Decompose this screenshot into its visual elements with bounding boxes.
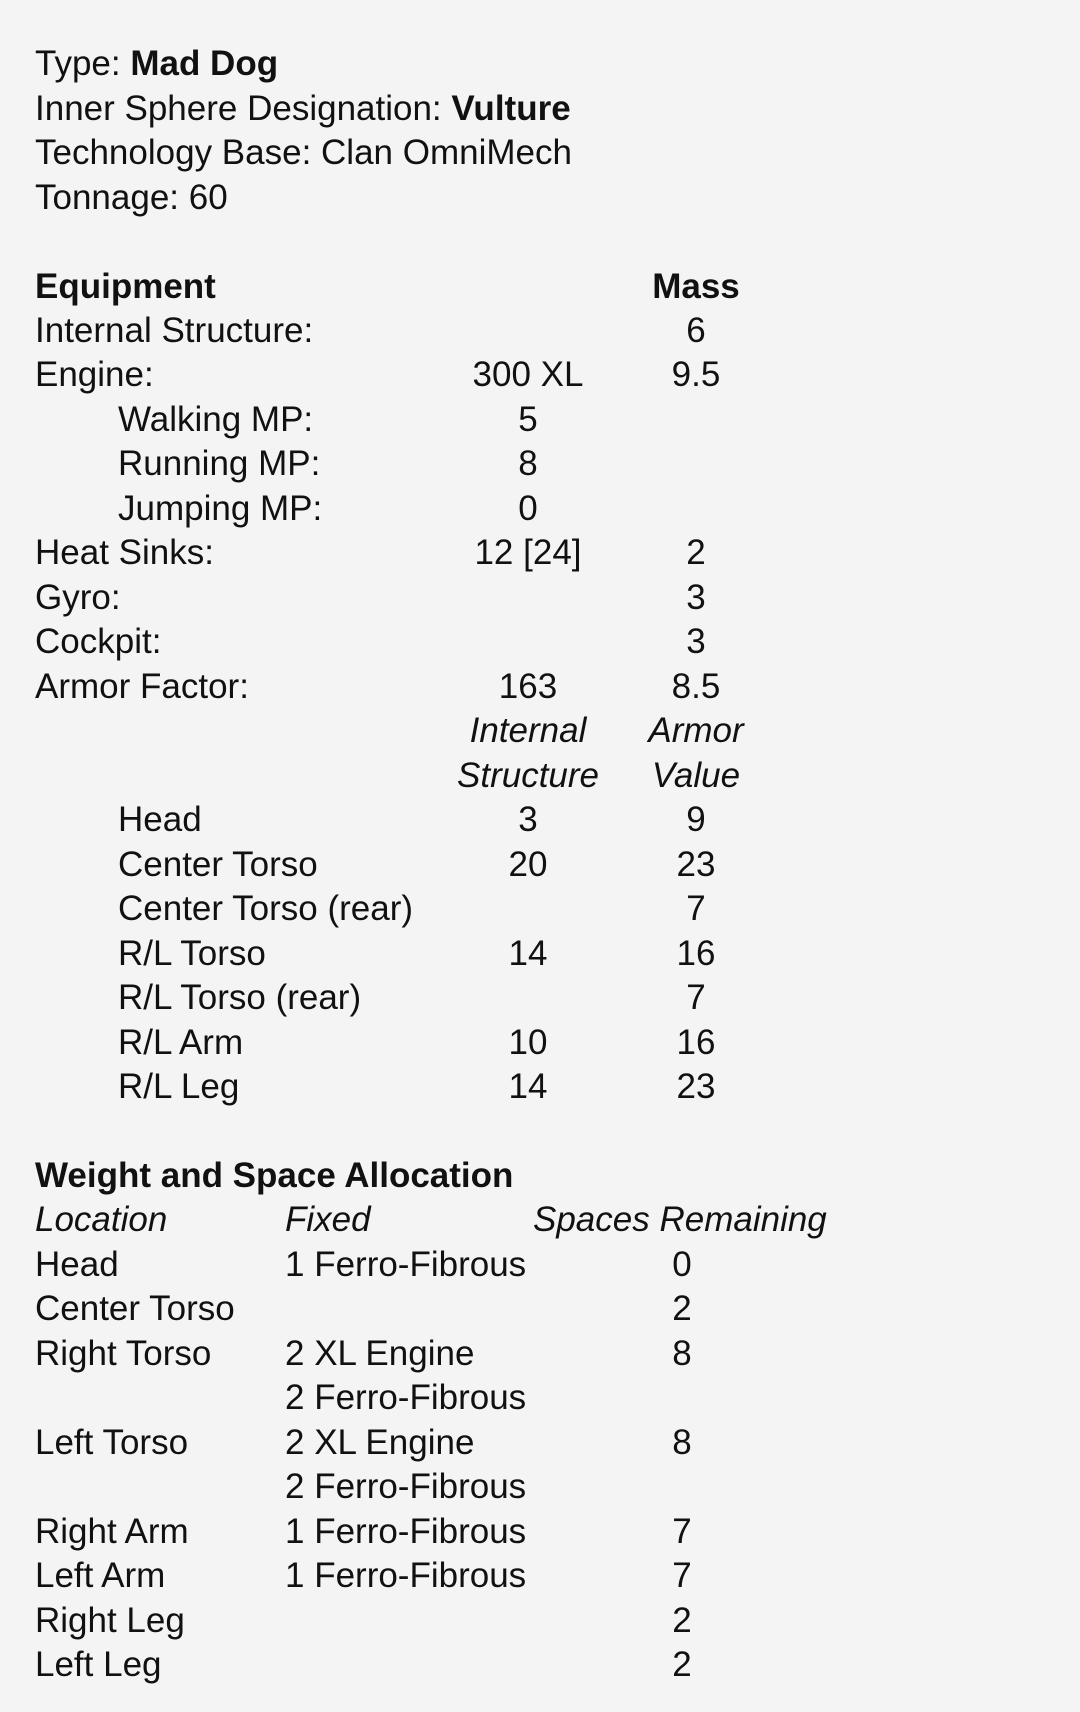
allocation-col-location: Location xyxy=(35,1200,168,1239)
armor-row-location: R/L Leg xyxy=(118,1067,240,1106)
equipment-row-label: Walking MP: xyxy=(118,400,314,439)
equipment-row-label: Heat Sinks: xyxy=(35,533,214,572)
allocation-row-fixed: 2 Ferro-Fibrous xyxy=(285,1467,527,1506)
type-value: Mad Dog xyxy=(130,44,279,83)
armor-row-armor: 16 xyxy=(676,934,716,973)
armor-row-location: Center Torso xyxy=(118,845,318,884)
armor-row-armor: 7 xyxy=(686,978,706,1017)
equipment-row-mass: 3 xyxy=(686,622,706,661)
type-label: Type: xyxy=(35,44,131,83)
allocation-col-spaces: Spaces Remaining xyxy=(533,1200,827,1239)
equipment-row-value: 163 xyxy=(498,667,558,706)
allocation-row-spaces: 7 xyxy=(672,1556,692,1595)
equipment-row-mass: 6 xyxy=(686,311,706,350)
allocation-row-fixed: 1 Ferro-Fibrous xyxy=(285,1245,527,1284)
equipment-row-label: Cockpit: xyxy=(35,622,162,661)
armor-row-armor: 23 xyxy=(676,1067,716,1106)
armor-row-internal: 10 xyxy=(508,1023,548,1062)
tech-base-line: Technology Base: Clan OmniMech xyxy=(35,133,572,172)
allocation-col-fixed: Fixed xyxy=(285,1200,371,1239)
equipment-row-mass: 2 xyxy=(686,533,706,572)
designation-label: Inner Sphere Designation: xyxy=(35,89,452,128)
allocation-row-location: Left Torso xyxy=(35,1423,189,1462)
equipment-row-value: 300 XL xyxy=(472,355,584,394)
allocation-row-fixed: 1 Ferro-Fibrous xyxy=(285,1556,527,1595)
allocation-row-spaces: 2 xyxy=(672,1601,692,1640)
armor-row-armor: 23 xyxy=(676,845,716,884)
allocation-row-spaces: 8 xyxy=(672,1423,692,1462)
allocation-row-spaces: 7 xyxy=(672,1512,692,1551)
equipment-row-value: 5 xyxy=(518,400,538,439)
armor-row-location: R/L Torso (rear) xyxy=(118,978,362,1017)
allocation-row-fixed: 2 XL Engine xyxy=(285,1423,475,1462)
armor-row-internal: 20 xyxy=(508,845,548,884)
allocation-row-location: Right Arm xyxy=(35,1512,189,1551)
type-line xyxy=(35,42,278,86)
armor-row-internal: 14 xyxy=(508,1067,548,1106)
armor-row-armor: 7 xyxy=(686,889,706,928)
allocation-row-location: Head xyxy=(35,1245,119,1284)
allocation-row-location: Right Torso xyxy=(35,1334,212,1373)
armor-value-heading-1: Armor xyxy=(648,711,744,750)
armor-row-internal: 3 xyxy=(518,800,538,839)
equipment-row-label: Engine: xyxy=(35,355,154,394)
armor-row-internal: 14 xyxy=(508,934,548,973)
allocation-row-spaces: 2 xyxy=(672,1289,692,1328)
allocation-row-location: Center Torso xyxy=(35,1289,235,1328)
allocation-row-spaces: 8 xyxy=(672,1334,692,1373)
equipment-row-mass: 9.5 xyxy=(671,355,721,394)
tonnage-line: Tonnage: 60 xyxy=(35,178,228,217)
allocation-row-fixed: 2 XL Engine xyxy=(285,1334,475,1373)
equipment-row-label: Running MP: xyxy=(118,444,321,483)
allocation-row-location: Left Arm xyxy=(35,1556,166,1595)
equipment-heading: Equipment xyxy=(35,267,216,306)
armor-row-armor: 9 xyxy=(686,800,706,839)
equipment-row-label: Internal Structure: xyxy=(35,311,314,350)
armor-row-armor: 16 xyxy=(676,1023,716,1062)
equipment-row-label: Armor Factor: xyxy=(35,667,249,706)
internal-structure-heading-1: Internal xyxy=(469,711,587,750)
equipment-row-mass: 3 xyxy=(686,578,706,617)
armor-row-location: R/L Arm xyxy=(118,1023,244,1062)
armor-row-location: R/L Torso xyxy=(118,934,266,973)
equipment-row-mass: 8.5 xyxy=(671,667,721,706)
allocation-heading: Weight and Space Allocation xyxy=(35,1156,514,1195)
designation-value: Vulture xyxy=(451,89,571,128)
allocation-row-spaces: 0 xyxy=(672,1245,692,1284)
mass-heading: Mass xyxy=(652,267,740,306)
internal-structure-heading-2: Structure xyxy=(457,756,599,795)
allocation-row-spaces: 2 xyxy=(672,1645,692,1684)
equipment-row-value: 12 [24] xyxy=(474,533,582,572)
equipment-row-value: 0 xyxy=(518,489,538,528)
armor-row-location: Head xyxy=(118,800,202,839)
allocation-row-location: Right Leg xyxy=(35,1601,185,1640)
designation-line xyxy=(35,87,571,131)
allocation-row-location: Left Leg xyxy=(35,1645,162,1684)
armor-value-heading-2: Value xyxy=(651,756,741,795)
equipment-row-value: 8 xyxy=(518,444,538,483)
equipment-row-label: Jumping MP: xyxy=(118,489,323,528)
armor-row-location: Center Torso (rear) xyxy=(118,889,414,928)
allocation-row-fixed: 1 Ferro-Fibrous xyxy=(285,1512,527,1551)
equipment-row-label: Gyro: xyxy=(35,578,121,617)
allocation-row-fixed: 2 Ferro-Fibrous xyxy=(285,1378,527,1417)
